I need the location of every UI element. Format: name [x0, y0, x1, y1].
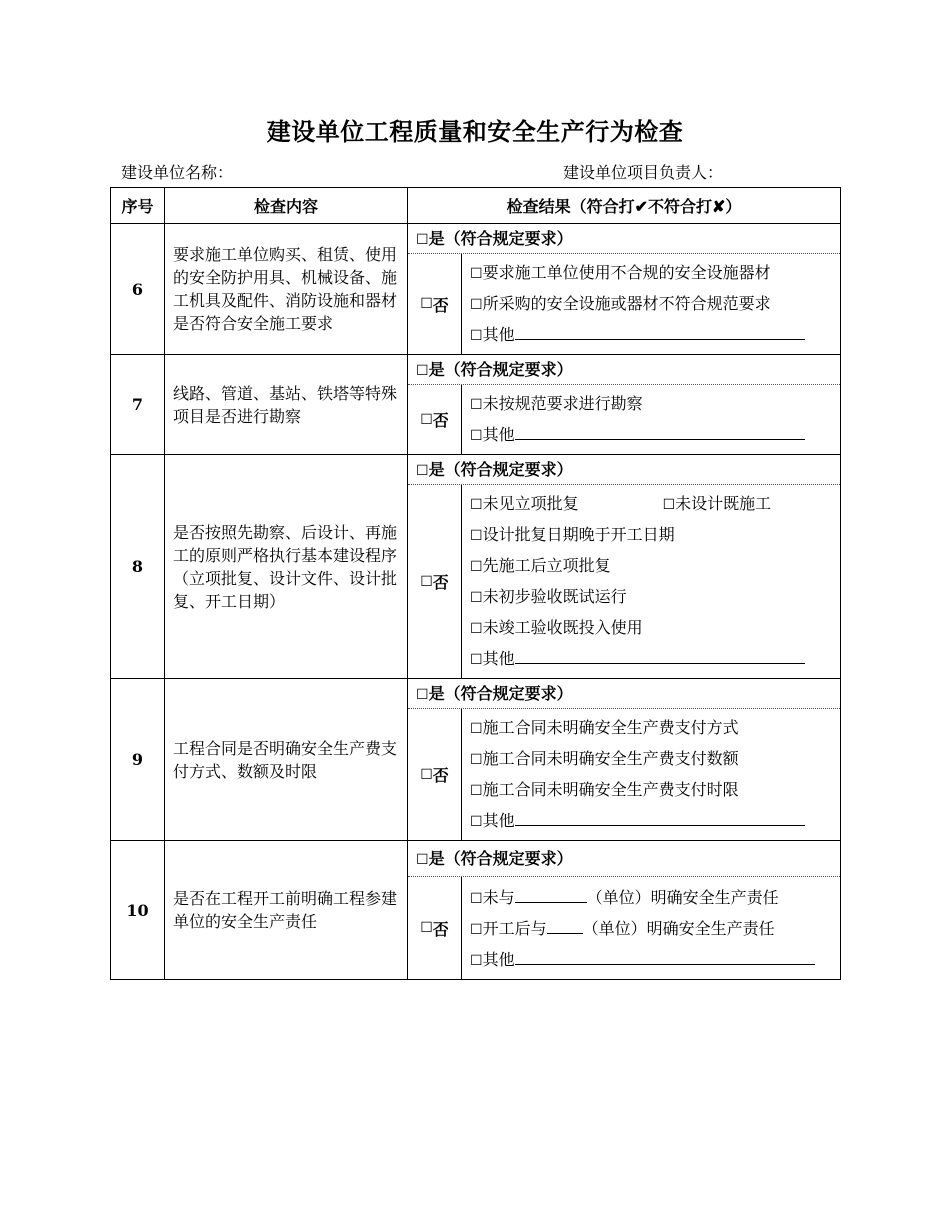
- row-result: [408, 355, 841, 455]
- row-number: 10: [111, 841, 165, 980]
- blank-line[interactable]: [515, 645, 805, 664]
- checkbox-icon[interactable]: ☐: [470, 922, 483, 938]
- checkbox-icon[interactable]: ☐: [470, 752, 483, 768]
- option-item[interactable]: ☐所采购的安全设施或器材不符合规范要求: [470, 294, 771, 313]
- checkbox-icon[interactable]: ☐: [420, 296, 433, 312]
- yes-label: 是（符合规定要求）: [428, 229, 573, 248]
- checkbox-icon[interactable]: ☐: [470, 814, 483, 830]
- blank-line[interactable]: [515, 321, 805, 340]
- option-item-other[interactable]: ☐其他: [470, 419, 840, 450]
- yes-label: 是（符合规定要求）: [428, 460, 573, 479]
- option-item[interactable]: ☐施工合同未明确安全生产费支付方式: [470, 718, 739, 737]
- option-item[interactable]: ☐未见立项批复 ☐未设计既施工: [470, 494, 772, 513]
- checkbox-icon[interactable]: ☐: [470, 428, 483, 444]
- yes-label: 是（符合规定要求）: [428, 360, 573, 379]
- checkbox-icon[interactable]: ☐: [470, 652, 483, 668]
- no-option[interactable]: [408, 485, 462, 678]
- row-result: [408, 679, 841, 841]
- checkbox-icon[interactable]: ☐: [416, 463, 429, 479]
- yes-option[interactable]: [408, 455, 840, 485]
- option-item[interactable]: ☐要求施工单位使用不合规的安全设施器材: [470, 263, 771, 282]
- table-row: [111, 455, 841, 679]
- checkbox-icon[interactable]: ☐: [416, 232, 429, 248]
- option-item[interactable]: ☐施工合同未明确安全生产费支付数额: [470, 749, 739, 768]
- table-row: [111, 841, 841, 980]
- checkbox-icon[interactable]: ☐: [470, 266, 483, 282]
- checkbox-icon[interactable]: ☐: [470, 297, 483, 313]
- checkbox-icon[interactable]: ☐: [416, 363, 429, 379]
- yes-label: 是（符合规定要求）: [428, 849, 573, 868]
- inspection-table: [110, 187, 841, 980]
- row-content: 线路、管道、基站、铁塔等特殊项目是否进行勘察: [165, 355, 408, 455]
- blank-line[interactable]: [515, 807, 805, 826]
- checkbox-icon[interactable]: ☐: [470, 397, 483, 413]
- option-item[interactable]: ☐先施工后立项批复: [470, 556, 611, 575]
- option-item-other[interactable]: ☐其他: [470, 643, 840, 674]
- option-item-other[interactable]: ☐其他: [470, 805, 840, 836]
- header-row: [111, 188, 841, 224]
- checkbox-icon[interactable]: ☐: [416, 852, 429, 868]
- checkbox-icon[interactable]: ☐: [470, 528, 483, 544]
- table-row: [111, 355, 841, 455]
- yes-option[interactable]: [408, 355, 840, 385]
- row-content: 工程合同是否明确安全生产费支付方式、数额及时限: [165, 679, 408, 841]
- checkbox-icon[interactable]: ☐: [420, 573, 433, 590]
- blank-line[interactable]: [515, 946, 815, 965]
- option-item[interactable]: ☐未初步验收既试运行: [470, 587, 627, 606]
- option-item[interactable]: ☐设计批复日期晚于开工日期: [470, 525, 675, 544]
- no-label: 否: [432, 766, 449, 785]
- yes-option[interactable]: [408, 224, 840, 254]
- checkbox-icon[interactable]: ☐: [470, 621, 483, 637]
- row-result: [408, 224, 841, 355]
- checkbox-icon[interactable]: ☐: [416, 687, 429, 703]
- yes-label: 是（符合规定要求）: [428, 684, 573, 703]
- yes-option[interactable]: [408, 679, 840, 709]
- checkbox-icon[interactable]: ☐: [470, 559, 483, 575]
- no-label: 否: [432, 411, 449, 430]
- row-number: 8: [111, 455, 165, 679]
- row-number: 9: [111, 679, 165, 841]
- option-item[interactable]: ☐未按规范要求进行勘察: [470, 394, 643, 413]
- checkbox-icon[interactable]: ☐: [470, 783, 483, 799]
- table-row: [111, 679, 841, 841]
- no-label: 否: [432, 919, 449, 939]
- row-result: [408, 841, 841, 980]
- blank-line[interactable]: [515, 884, 587, 903]
- checkbox-icon[interactable]: ☐: [420, 411, 433, 428]
- header-num: 序号: [111, 188, 165, 224]
- row-content: 要求施工单位购买、租赁、使用的安全防护用具、机械设备、施工机具及配件、消防设施和器材是否符合安全施工要求: [165, 224, 408, 355]
- checkbox-icon[interactable]: ☐: [420, 920, 433, 936]
- checkbox-icon[interactable]: ☐: [662, 497, 676, 513]
- row-number: 7: [111, 355, 165, 455]
- row-number: 6: [111, 224, 165, 355]
- checkbox-icon[interactable]: ☐: [470, 891, 483, 907]
- option-item-other[interactable]: ☐其他: [470, 319, 840, 350]
- no-option[interactable]: [408, 254, 462, 354]
- checkbox-icon[interactable]: ☐: [470, 328, 483, 344]
- row-content: 是否按照先勘察、后设计、再施工的原则严格执行基本建设程序（立项批复、设计文件、设计批复、开工日期）: [165, 455, 408, 679]
- no-label: 否: [432, 295, 449, 315]
- no-option[interactable]: [408, 877, 462, 979]
- no-option[interactable]: [408, 709, 462, 840]
- option-item[interactable]: ☐施工合同未明确安全生产费支付时限: [470, 780, 739, 799]
- checkbox-icon[interactable]: ☐: [470, 953, 483, 969]
- no-label: 否: [432, 573, 449, 592]
- blank-line[interactable]: [547, 915, 583, 934]
- checkbox-icon[interactable]: ☐: [470, 497, 483, 513]
- no-option[interactable]: [408, 385, 462, 454]
- yes-option[interactable]: [408, 841, 840, 877]
- checkbox-icon[interactable]: ☐: [420, 766, 433, 783]
- row-content: 是否在工程开工前明确工程参建单位的安全生产责任: [165, 841, 408, 980]
- header-content: 检查内容: [165, 188, 408, 224]
- header-result: 检查结果（符合打✔不符合打✘）: [408, 188, 841, 224]
- option-item[interactable]: ☐开工后与 （单位）明确安全生产责任: [470, 913, 840, 944]
- checkbox-icon[interactable]: ☐: [470, 590, 483, 606]
- project-lead-label: 建设单位项目负责人：: [563, 163, 724, 182]
- option-item-other[interactable]: ☐其他: [470, 944, 840, 975]
- blank-line[interactable]: [515, 421, 805, 440]
- row-result: [408, 455, 841, 679]
- unit-name-label: 建设单位名称：: [121, 163, 234, 182]
- checkbox-icon[interactable]: ☐: [470, 721, 483, 737]
- table-row: [111, 224, 841, 355]
- page-title: 建设单位工程质量和安全生产行为检查: [266, 117, 684, 146]
- option-item[interactable]: ☐未竣工验收既投入使用: [470, 618, 643, 637]
- option-item[interactable]: ☐未与 （单位）明确安全生产责任: [470, 882, 840, 913]
